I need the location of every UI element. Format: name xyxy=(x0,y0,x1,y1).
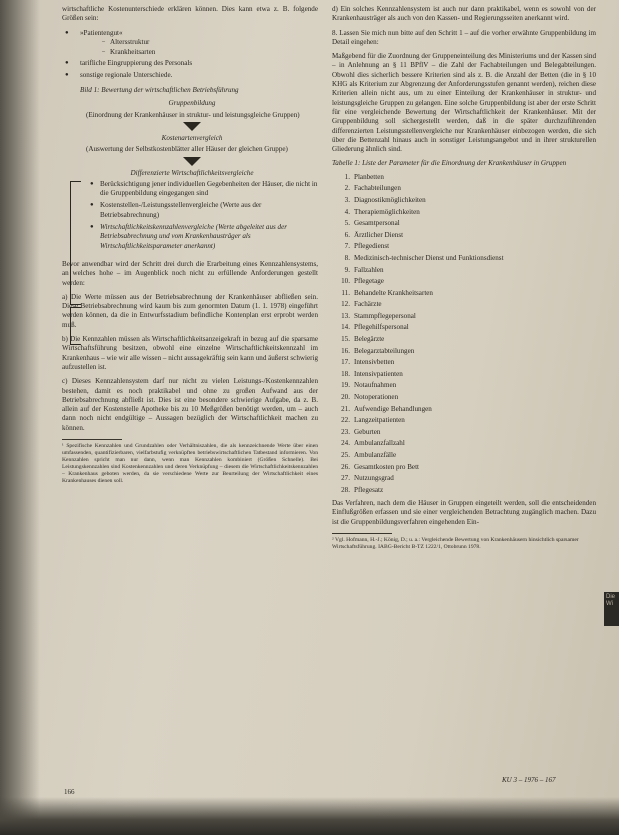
parameter-number: 17. xyxy=(341,358,350,367)
body-paragraph: d) Ein solches Kennzahlensystem ist auch nur dann praktikabel, wenn es sowohl von der Krankenhausträger als auch von den Kassen- und Regierungsseiten anerkannt wird. xyxy=(332,5,596,23)
parameter-item xyxy=(332,242,596,251)
diagram-item: ● Kostenstellen-/Leistungsstellenvergleiche (Werte aus der Betriebsabrechnung) xyxy=(92,201,318,220)
parameter-label: Ambulanzfallzahl xyxy=(354,439,405,448)
parameter-item xyxy=(332,289,596,298)
parameter-item xyxy=(332,219,596,228)
right-column xyxy=(332,5,596,551)
parameter-label: Belegärzte xyxy=(354,335,385,344)
parameter-number: 1. xyxy=(344,172,350,181)
intro-paragraph: wirtschaftliche Kostenunterschiede erklären können. Dies kann etwa z. B. folgende Größen sein: xyxy=(62,5,318,23)
diagram-stage3-title: Differenzierte Wirtschaftlichkeitsvergleiche xyxy=(130,168,254,177)
parameter-label: Behandelte Krankheitsarten xyxy=(354,288,433,297)
left-bracket-arrow xyxy=(70,307,81,345)
parameter-label: Planbetten xyxy=(354,172,384,181)
parameter-item xyxy=(332,323,596,332)
diagram-stage1-title: Gruppenbildung xyxy=(168,99,216,108)
parameter-number: 9. xyxy=(344,265,350,274)
body-paragraph: c) Dieses Kennzahlensystem darf nur nicht zu vielen Leistungs-/Kostenkennzahlen bestehen, damit es noch praktikabel und ohne zu großen Aufwand aus der Betriebsabrechnung abfließt ist. Dies ist eine besondere schwierige Aufgabe, da z. B. allein auf der Kostenstelle Apotheke bis zu 10 Meßgrößen benötigt werden, um – auch dann noch nicht endgültige – Aussagen bezüglich der Wirtschaftlichkeit machen zu können. xyxy=(62,377,318,432)
parameter-label: Langzeitpatienten xyxy=(354,416,405,425)
parameter-number: 3. xyxy=(344,195,350,204)
sub-item: – Altersstruktur xyxy=(80,38,318,47)
bullet-item: ● sonstige regionale Unterschiede. xyxy=(62,71,318,80)
parameter-label: Intensivpatienten xyxy=(354,369,403,378)
parameter-label: Pflegetage xyxy=(354,277,384,286)
page-number-left: 166 xyxy=(64,788,75,796)
parameter-label: Therapiemöglichkeiten xyxy=(354,207,420,216)
sub-list xyxy=(80,38,318,58)
parameter-item xyxy=(332,358,596,367)
parameter-item xyxy=(332,416,596,425)
parameter-number: 20. xyxy=(341,393,350,402)
parameter-number: 4. xyxy=(344,207,350,216)
arrow-down-icon xyxy=(183,157,201,166)
bullet-item: ● tarifliche Eingruppierung des Personals xyxy=(62,59,318,68)
parameter-item xyxy=(332,266,596,275)
parameter-number: 13. xyxy=(341,311,350,320)
parameter-item xyxy=(332,439,596,448)
closing-paragraph: Das Verfahren, nach dem die Häuser in Gruppen eingeteilt werden, soll die entscheidenden Einflußgrößen erfassen und sie einer vergleichenden Betrachtung zugänglich machen. Dazu ist die Gruppenbildungsverfahren eingehenden Ein- xyxy=(332,499,596,526)
parameter-number: 19. xyxy=(341,381,350,390)
parameter-label: Pflegesatz xyxy=(354,485,384,494)
left-column xyxy=(62,5,318,485)
parameter-number: 15. xyxy=(341,335,350,344)
parameter-item xyxy=(332,370,596,379)
body-paragraph: Maßgebend für die Zuordnung der Gruppeneinteilung des Ministeriums und der Kassen sind – in Anlehnung an § 11 BPflV – die Zahl der Fachabteilungen und Belegabteilungen. Obwohl dies sicherlich bessere Kriterien sind als z. B. die Anzahl der Betten (die in § 10 KHG als Kriterium zur Abgrenzung der Anforderungsstufen genannt werden), reichen diese Kriterien allein nicht aus, um zu einer Einteilung der Krankenhäuser in struktur- und leistungsgleiche Gruppen zu gelangen. Eine solche Gruppenbildung ist aber der erste Schritt für eine vergleichende Bewertung der Wirtschaftlichkeit der Krankenhäuser. Mit der Gruppenbildung soll sichergestellt werden, daß in die später durchzuführenden differenzierten Leistungsstellenvergleiche nur Krankenhäuser einbezogen werden, die sich über die Bettenzahl hinaus auch in sonstiger Leistungsangebot und in ihrer strukturellen Gliederung ähnlich sind. xyxy=(332,52,596,154)
diagram-stage1-text: (Einordnung der Krankenhäuser in struktur- und leistungsgleiche Gruppen) xyxy=(86,110,300,119)
parameter-label: Ärztlicher Dienst xyxy=(354,230,404,239)
body-paragraph: Bevor anwendbar wird der Schritt drei durch die Erarbeitung eines Kennzahlensystems, an welches hohe – im Augenblick noch nicht zu erfüllende Anforderungen gestellt werden: xyxy=(62,259,318,287)
parameter-number: 16. xyxy=(341,346,350,355)
parameter-item xyxy=(332,173,596,182)
parameter-number: 23. xyxy=(341,427,350,436)
parameter-item xyxy=(332,277,596,286)
parameter-label: Intensivbetten xyxy=(354,358,395,367)
parameter-item xyxy=(332,312,596,321)
parameter-item xyxy=(332,335,596,344)
parameter-number: 14. xyxy=(341,323,350,332)
parameter-label: Fallzahlen xyxy=(354,265,384,274)
diagram-stage2-title: Kostenartenvergleich xyxy=(161,133,223,142)
sub-item: – Krankheitsarten xyxy=(80,48,318,57)
parameter-item xyxy=(332,347,596,356)
footnote: ² Vgl. Hofmann, H.-J.; König, D.; u. a.: Vergleichende Bewertung von Krankenhäusern hinsichtlich sparsamer Wirtschaftsführung. IABG-Bericht B-TZ 1222/1, Ottobrunn 1978. xyxy=(332,536,579,550)
parameter-number: 2. xyxy=(344,184,350,193)
parameter-label: Notaufnahmen xyxy=(354,381,397,390)
parameter-label: Notoperationen xyxy=(354,393,399,402)
parameter-label: Belegarztabteilungen xyxy=(354,346,415,355)
parameter-item xyxy=(332,405,596,414)
parameter-number: 7. xyxy=(344,242,350,251)
parameter-item xyxy=(332,184,596,193)
bullet-item: ● »Patientengut« – Altersstruktur – Krankheitsarten xyxy=(62,29,318,58)
parameter-item xyxy=(332,393,596,402)
parameter-number: 24. xyxy=(341,439,350,448)
bullet-list xyxy=(62,29,318,80)
parameter-label: Nutzungsgrad xyxy=(354,474,394,483)
parameter-number: 25. xyxy=(341,451,350,459)
parameter-number: 12. xyxy=(341,300,350,309)
parameter-item xyxy=(332,231,596,240)
page-number-right: KU 3 – 1976 – 167 xyxy=(502,776,556,784)
parameter-label: Fachabteilungen xyxy=(354,184,401,193)
footnote-rule xyxy=(332,533,392,534)
parameter-number: 27. xyxy=(341,474,350,483)
parameter-label: Fachärzte xyxy=(354,300,382,309)
footnote-block xyxy=(332,533,596,551)
parameter-item xyxy=(332,486,596,495)
parameter-number: 21. xyxy=(341,404,350,413)
parameter-label: Medizinisch-technischer Dienst und Funktionsdienst xyxy=(354,253,504,262)
edge-tab: Die Wi xyxy=(604,592,619,626)
figure-caption: Bild 1: Bewertung der wirtschaftlichen Betriebsführung xyxy=(80,86,239,95)
footnote: ¹ Spezifische Kennzahlen und Grundzahlen oder Verhältniszahlen, die als kennzeichnende Werte über einen umfassenden, quantifizierbaren, vielfarbstufig verknüpften betriebswirtschaftlichen Tatbestand informieren. Von Kennzahlen spricht man nur dann, wenn man Kennzahlen kombiniert (Größen Schnelle). Bei Leistungskennzahlen sind Kostenkennzahlen und deren Verknüpfung – diesem die Wirtschaftlichkeitskennzahlen – Krankenhaus geboten werden, da sie verschiedene Werte zur Beurteilung der Wirtschaftlichkeit eines Krankenhauses dienen soll. xyxy=(62,442,318,484)
parameter-item xyxy=(332,451,596,460)
parameter-item xyxy=(332,300,596,309)
parameter-item xyxy=(332,254,596,263)
parameter-item xyxy=(332,208,596,217)
parameter-number: 8. xyxy=(344,253,350,262)
parameter-number: 18. xyxy=(341,369,350,378)
body-paragraph: a) Die Werte müssen aus der Betriebsabrechnung der Krankenhäuser abfließen sein. Diese Betriebsabrechnung wird kaum bis zum genormten Datum (1. 1. 1978) eingeführt werden können, da die in Entwurfsstadium befindliche Kontenplan erst erprobt werden muß. xyxy=(62,292,318,329)
parameter-label: Gesamtpersonal xyxy=(354,219,400,228)
parameter-number: 22. xyxy=(341,416,350,425)
parameter-label: Geburten xyxy=(354,427,381,436)
table-caption: Tabelle 1: Liste der Parameter für die Einordnung der Krankenhäuser in Gruppen xyxy=(332,159,567,168)
parameter-label: Diagnostikmöglichkeiten xyxy=(354,195,426,204)
diagram-item: ● Berücksichtigung jener individuellen Gegebenheiten der Häuser, die nicht in die Gruppenbildung eingegangen sind xyxy=(92,180,318,199)
diagram-stage3-list xyxy=(66,180,318,251)
footnote-rule xyxy=(62,439,122,440)
process-diagram xyxy=(66,99,318,251)
diagram-stage2-text: (Auswertung der Selbstkostenblätter aller Häuser der gleichen Gruppe) xyxy=(86,145,288,154)
parameter-number: 11. xyxy=(341,288,350,297)
left-bracket-arrow xyxy=(70,181,81,305)
parameter-label: Aufwendige Behandlungen xyxy=(354,404,432,413)
parameter-label: Stammpflegepersonal xyxy=(354,311,416,320)
arrow-down-icon xyxy=(183,122,201,131)
parameter-number: 6. xyxy=(344,230,350,239)
parameter-label: Gesamtkosten pro Bett xyxy=(354,462,420,471)
parameter-number: 5. xyxy=(344,219,350,228)
parameter-item xyxy=(332,381,596,390)
parameter-number: 26. xyxy=(341,462,350,471)
body-paragraph: b) Die Kennzahlen müssen als Wirtschaftlichkeitsanzeigekraft in bezug auf die sparsame Wirtschaftsführung besitzen, obwohl eine einzelne Wirtschaftlichkeitskennzahl im Krankenhaus – wie wir alle wissen – nicht aussagekräftig sein kann und äußerst schwierig aufzustellen ist. xyxy=(62,335,318,371)
parameter-label: Pflegehilfspersonal xyxy=(354,323,409,332)
parameter-label: Pflegedienst xyxy=(354,242,390,251)
body-paragraph: 8. Lassen Sie mich nun bitte auf den Schritt 1 – auf die vorher erwähnte Gruppenbildung im Detail eingehen: xyxy=(332,28,596,46)
parameter-list xyxy=(332,173,596,495)
parameter-item xyxy=(332,428,596,437)
parameter-number: 10. xyxy=(341,277,350,286)
diagram-item: ● Wirtschaftlichkeitskennzahlenvergleiche (Werte abgeleitet aus der Betriebsabrechnung und vom Krankenhausträger als Wirtschaftlichkeitsparameter anerkannt) xyxy=(92,223,318,251)
parameter-item xyxy=(332,463,596,472)
parameter-item xyxy=(332,196,596,205)
parameter-item xyxy=(332,474,596,483)
parameter-number: 28. xyxy=(341,485,350,494)
parameter-label: Ambulanzfälle xyxy=(354,451,397,459)
